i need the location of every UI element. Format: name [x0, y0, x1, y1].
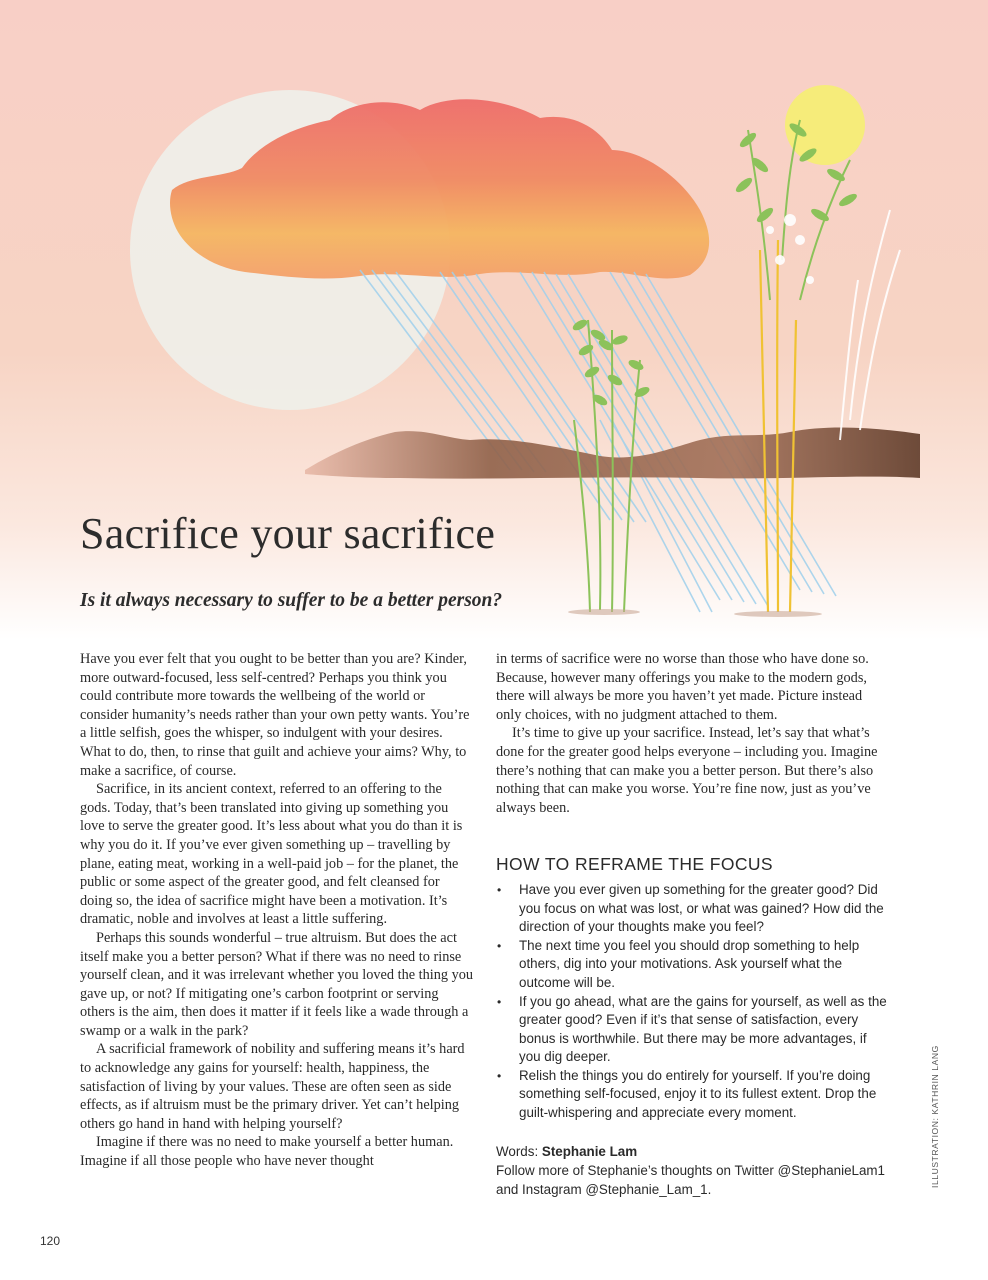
author-name: Stephanie Lam	[541, 1143, 638, 1159]
body-paragraph: in terms of sacrifice were no worse than those who have done so. Because, however many offerings you make to the modern gods, there will always be more you haven’t yet made. Picture instead only choices, with no judgment attached to them.	[496, 651, 869, 723]
tips-item-text: The next time you feel you should drop something to help others, dig into your motivations. Ask yourself what the outcome will be.	[519, 937, 860, 990]
article-title: Sacrifice your sacrifice	[80, 509, 496, 558]
bullet-icon: •	[497, 882, 502, 897]
body-paragraph: Sacrifice, in its ancient context, referred to an offering to the gods. Today, that’s been translated into giving up something you love to serve the greater good. It’s less about what you do than it is why you do it. If you’ve ever given something up – travelling by plane, eating meat, working in a well-paid job – for the planet, the public or some aspect of the greater good, and felt cleansed for doing so, the idea of sacrifice might have been a motivation. It’s dramatic, noble and involves at least a little suffering.	[80, 781, 463, 928]
article-subtitle: Is it always necessary to suffer to be a better person?	[80, 590, 503, 611]
tips-list-item	[496, 881, 888, 937]
tips-list	[496, 881, 888, 1123]
body-paragraph: Have you ever felt that you ought to be better than you are? Kinder, more outward-focused, less self-centred? Perhaps you think you could contribute more towards the wellbeing of the world or consider humanity’s needs rather than your own petty wants. You’re a little selfish, goes the whisper, so indulgent with your desires. What to do, then, to rinse that guilt and achieve your aims? Why, to make a sacrifice, of course.	[80, 651, 470, 779]
bullet-icon: •	[497, 938, 502, 953]
body-paragraph: Perhaps this sounds wonderful – true altruism. But does the act itself make you a better person? What if there was no need to rinse yourself clean, and it was irrelevant whether you loved the thing you gave up, or not? If mitigating one’s carbon footprint or serving others is the aim, then does it matter if it feels like a wade through a swamp or a walk in the park?	[80, 929, 474, 1039]
bullet-icon: •	[497, 1068, 502, 1083]
body-paragraph: Imagine if there was no need to make yourself a better human. Imagine if all those people who have never thought	[80, 1134, 454, 1170]
tips-list-item	[496, 1067, 888, 1123]
tips-item-text: Have you ever given up something for the greater good? Did you focus on what was lost, or what was gained? How did the direction of your thoughts make you feel?	[519, 881, 884, 935]
byline	[496, 1142, 888, 1161]
bullet-icon: •	[497, 994, 502, 1009]
illustration-credit: ILLUSTRATION: KATHRIN LANG	[930, 1045, 940, 1188]
follow-line: Follow more of Stephanie’s thoughts on Twitter @StephanieLam1	[496, 1162, 886, 1178]
tips-list-item	[496, 937, 888, 993]
tips-list-item	[496, 993, 888, 1067]
author-credits	[496, 1142, 888, 1199]
tips-item-text: Relish the things you do entirely for yourself. If you’re doing something self-focused, enjoy it to its fullest extent. Drop the guilt-whispering and appreciate every moment.	[519, 1067, 877, 1121]
tips-heading: HOW TO REFRAME THE FOCUS	[496, 854, 773, 875]
body-column-right	[496, 650, 888, 1199]
body-column-left	[80, 650, 474, 1171]
body-paragraph: A sacrificial framework of nobility and suffering means it’s hard to acknowledge any gains for yourself: health, happiness, the satisfaction of living by your values. These are often seen as side effects, as if altruism must be the primary driver. Yet can’t helping others go hand in hand with helping yourself?	[80, 1041, 465, 1132]
tips-item-text: If you go ahead, what are the gains for yourself, as well as the greater good? Even if it’s that sense of satisfaction, every bonus is worthwhile. But there may be more advantages, if you dig deeper.	[519, 993, 887, 1065]
body-paragraph: It’s time to give up your sacrifice. Instead, let’s say that what’s done for the greater good helps everyone – including you. Imagine there’s nothing that can make you a better person. But there’s also nothing that can make you worse. You’re fine now, just as you’ve always been.	[496, 725, 878, 816]
words-label: Words:	[496, 1143, 542, 1159]
page-number: 120	[40, 1234, 61, 1248]
follow-line: and Instagram @Stephanie_Lam_1.	[496, 1181, 712, 1197]
